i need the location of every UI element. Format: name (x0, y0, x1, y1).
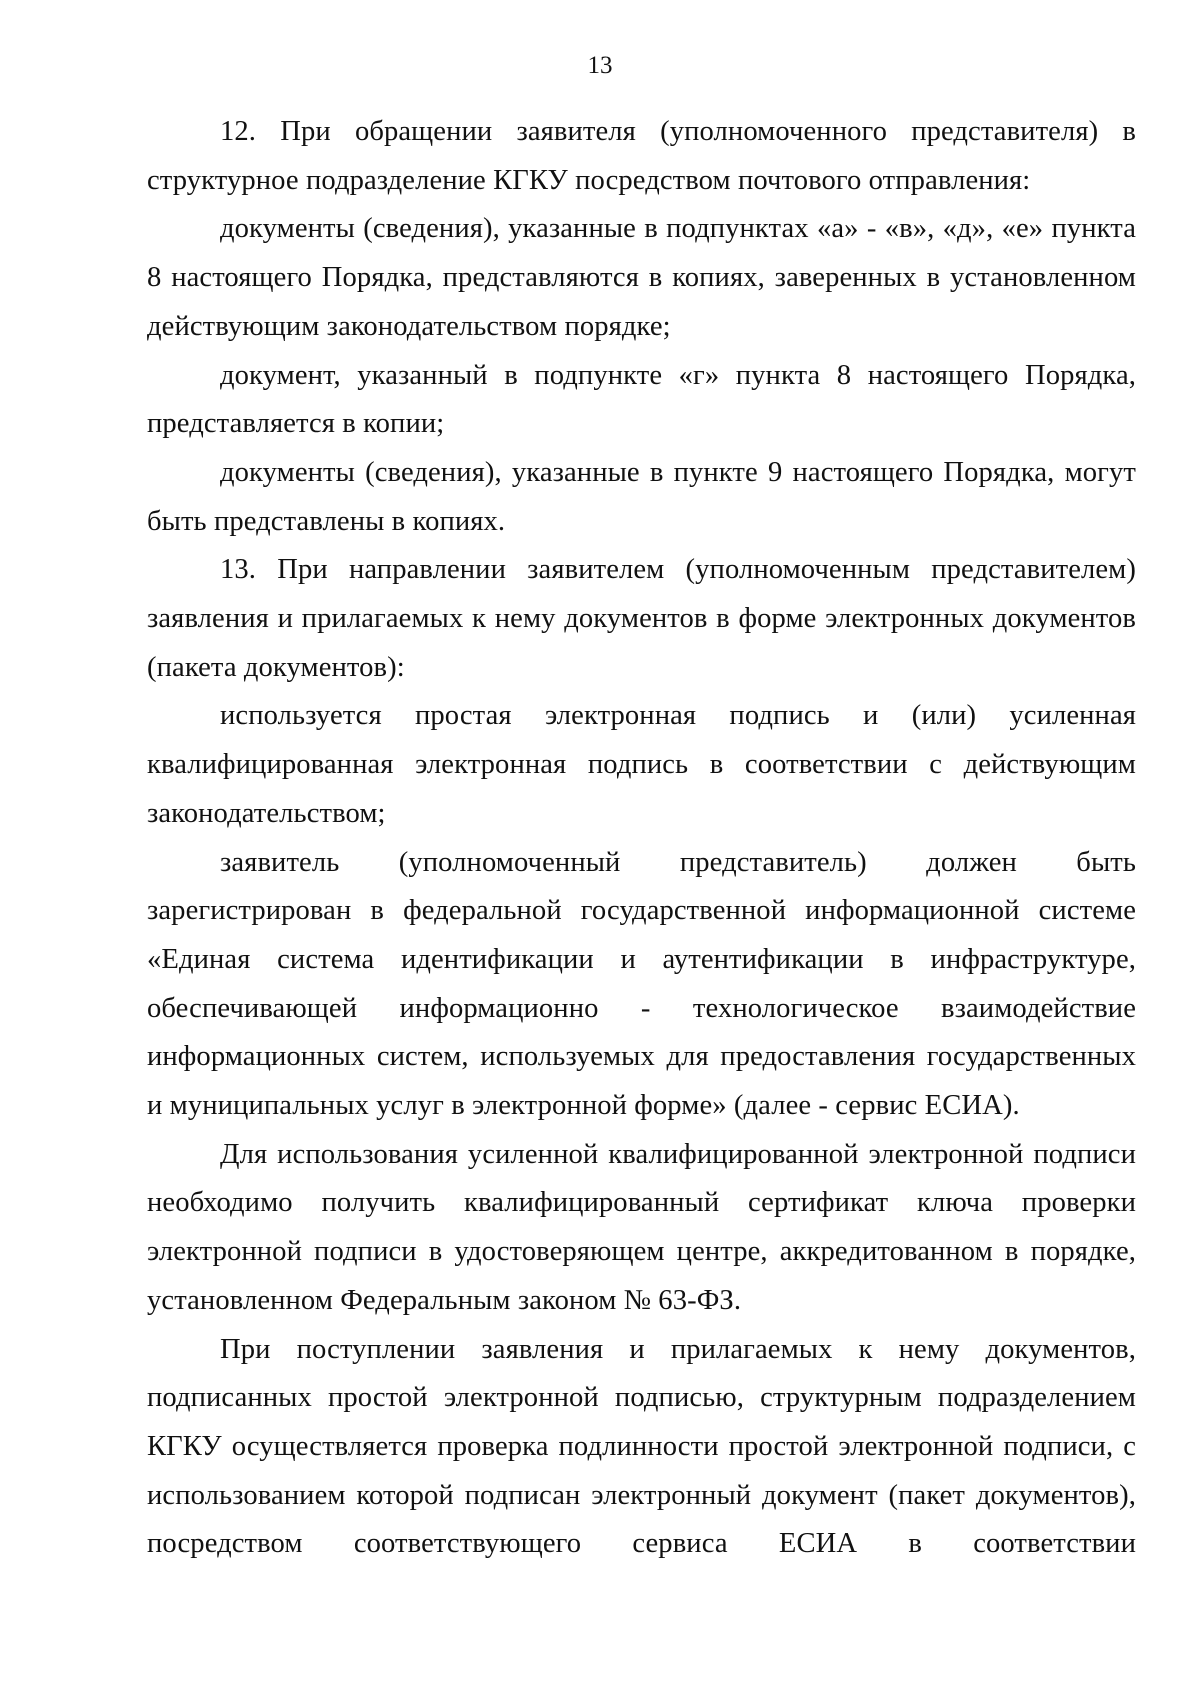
paragraph-13-esia-registration: заявитель (уполномоченный представитель) должен быть зарегистрирован в федеральной государственной информационной системе «Единая система идентификации и аутентификации в инфраструктуре, обеспечивающей информационно - технологическое взаимодействие информационных систем, используемых для предоставления государственных и муниципальных услуг в электронной форме» (далее - сервис ЕСИА). (147, 846, 1136, 1122)
paragraph-12-documents-point-9: документы (сведения), указанные в пункте 9 настоящего Порядка, могут быть представлены в копиях. (147, 456, 1136, 537)
paragraph-13-intro: 13. При направлении заявителем (уполномоченным представителем) заявления и прилагаемых к нему документов в форме электронных документов (пакета документов): (147, 554, 1136, 683)
paragraph-simple-signature-check: При поступлении заявления и прилагаемых к нему документов, подписанных простой электронной подписью, структурным подразделением КГКУ осуществляется проверка подлинности простой электронной подписи, с использованием которой подписан электронный документ (пакет документов), посредством соответствующего сервиса ЕСИА в соответствии (147, 1333, 1136, 1560)
paragraph-12-intro: 12. При обращении заявителя (уполномоченного представителя) в структурное подразделение КГКУ посредством почтового отправления: (147, 116, 1136, 196)
paragraph-12-documents-copies: документы (сведения), указанные в подпунктах «а» - «в», «д», «е» пункта 8 настоящего Порядка, представляются в копиях, заверенных в установленном действующим законодательством порядке; (147, 213, 1136, 342)
paragraph-13-signature: используется простая электронная подпись и (или) усиленная квалифицированная электронная подпись в соответствии с действующим законодательством; (147, 700, 1136, 829)
document-body (147, 108, 1136, 1569)
paragraph-qualified-signature: Для использования усиленной квалифицированной электронной подписи необходимо получить квалифицированный сертификат ключа проверки электронной подписи в удостоверяющем центре, аккредитованном в порядке, установленном Федеральным законом № 63-ФЗ. (147, 1138, 1136, 1316)
page-number: 13 (587, 52, 613, 79)
paragraph-12-document-copy: документ, указанный в подпункте «г» пункта 8 настоящего Порядка, представляется в копии; (147, 359, 1136, 440)
